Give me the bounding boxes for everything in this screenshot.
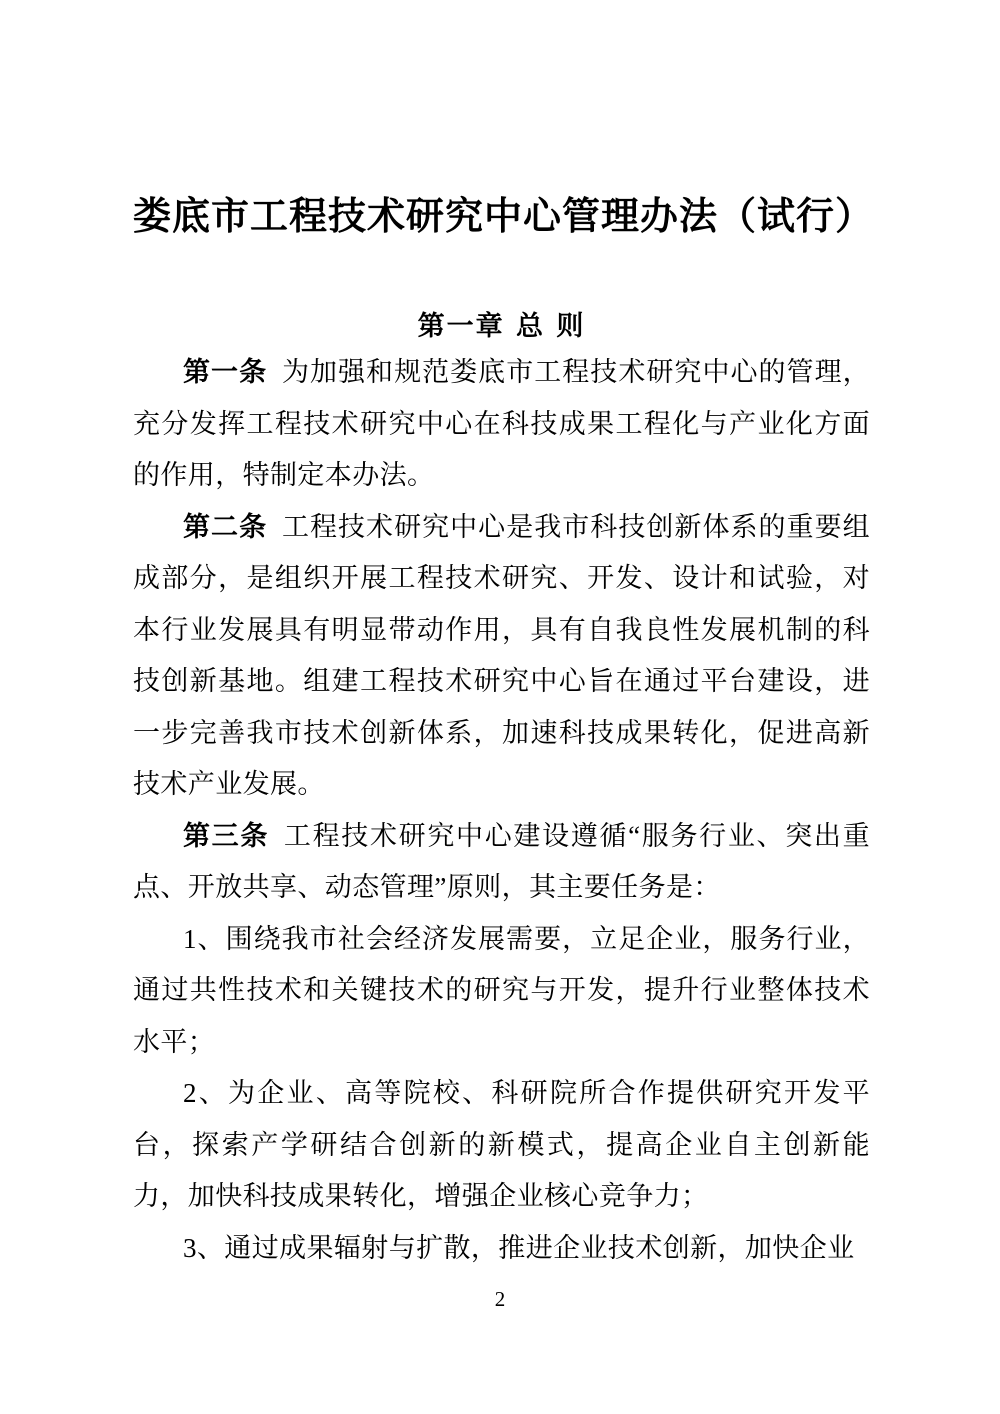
paragraph-text: 工程技术研究中心建设遵循“服务行业、突出重点、开放共享、动态管理”原则，其主要任务是： — [133, 820, 870, 902]
paragraph — [133, 811, 870, 914]
chapter-heading: 第一章 总 则 — [417, 311, 586, 342]
paragraph-text: 3、通过成果辐射与扩散，推进企业技术创新，加快企业 — [183, 1232, 855, 1263]
paragraph — [133, 347, 870, 502]
paragraph-text: 为加强和规范娄底市工程技术研究中心的管理，充分发挥工程技术研究中心在科技成果工程化与产业化方面的作用，特制定本办法。 — [133, 357, 871, 490]
page-number: 2 — [494, 1287, 506, 1311]
document-body — [133, 347, 870, 1274]
paragraph — [133, 1068, 870, 1223]
document-title: 娄底市工程技术研究中心管理办法（试行） — [133, 193, 875, 238]
paragraph — [133, 502, 870, 811]
article-label: 第一条 — [183, 357, 268, 387]
paragraph-text: 1、围绕我市社会经济发展需要，立足企业，服务行业，通过共性技术和关键技术的研究与开发，提升行业整体技术水平； — [133, 923, 870, 1057]
paragraph — [133, 1223, 870, 1275]
paragraph-text: 2、为企业、高等院校、科研院所合作提供研究开发平台，探索产学研结合创新的新模式，提高企业自主创新能力，加快科技成果转化，增强企业核心竞争力； — [133, 1078, 870, 1211]
paragraph — [133, 914, 870, 1069]
paragraph-text: 工程技术研究中心是我市科技创新体系的重要组成部分，是组织开展工程技术研究、开发、设计和试验，对本行业发展具有明显带动作用，具有自我良性发展机制的科技创新基地。组建工程技术研究中心旨在通过平台建设，进一步完善我市技术创新体系，加速科技成果转化，促进高新技术产业发展。 — [133, 511, 871, 799]
article-label: 第三条 — [183, 820, 270, 851]
article-label: 第二条 — [183, 511, 268, 542]
